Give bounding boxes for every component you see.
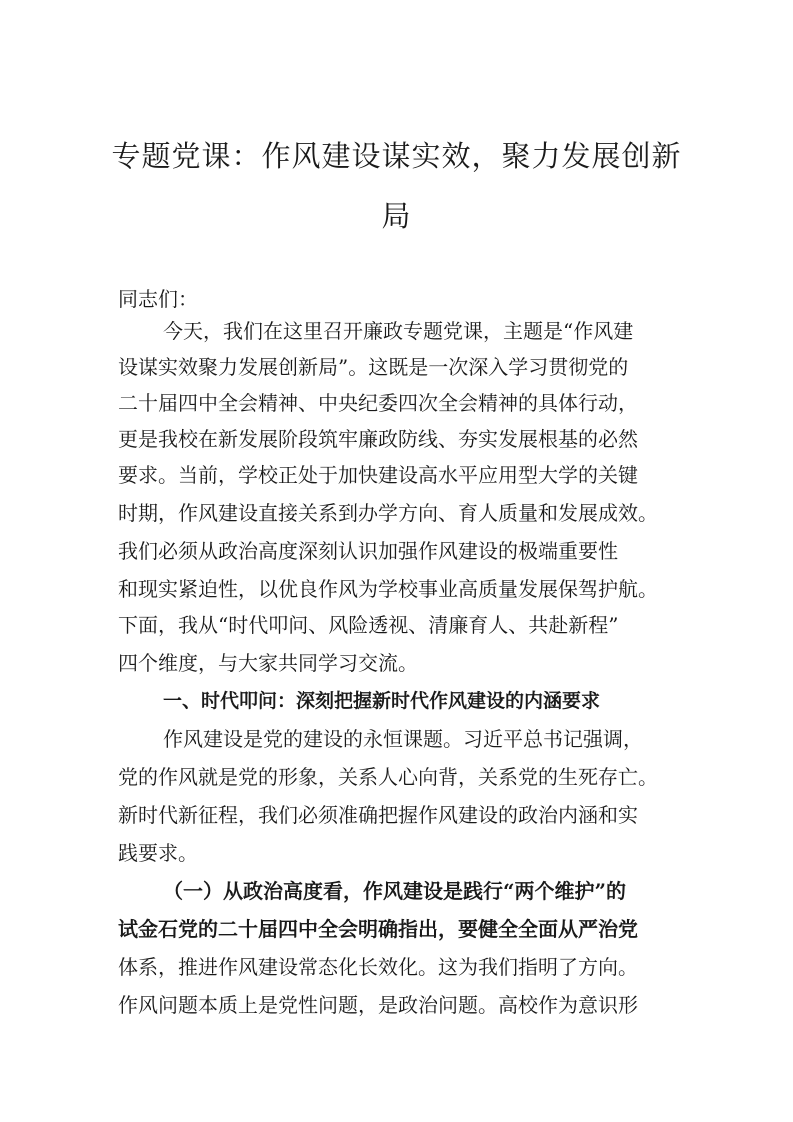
body-line: 试金石党的二十届四中全会明确指出，要健全全面从严治党 — [118, 917, 638, 941]
body-line: 四个维度，与大家共同学习交流。 — [118, 651, 418, 675]
body-line: 设谋实效聚力发展创新局”。这既是一次深入学习贯彻党的 — [118, 355, 629, 379]
salutation: 同志们： — [118, 287, 198, 311]
body-line: 和现实紧迫性，以优良作风为学校事业高质量发展保驾护航。 — [118, 577, 658, 601]
body-line: 要求。当前，学校正处于加快建设高水平应用型大学的关键 — [118, 463, 638, 487]
body-line: 我们必须从政治高度深刻认识加强作风建设的极端重要性 — [118, 539, 618, 563]
body-line: 体系，推进作风建设常态化长效化。这为我们指明了方向。 — [118, 955, 638, 979]
body-line: 二十届四中全会精神、中央纪委四次全会精神的具体行动， — [118, 391, 638, 415]
section-heading: 一、时代叩问：深刻把握新时代作风建设的内涵要求 — [163, 690, 601, 712]
body-line: 党的作风就是党的形象，关系人心向背，关系党的生死存亡。 — [118, 765, 658, 789]
body-line: 时期，作风建设直接关系到办学方向、育人质量和发展成效。 — [118, 501, 658, 525]
body-line: 作风问题本质上是党性问题，是政治问题。高校作为意识形 — [118, 993, 638, 1017]
body-line: 更是我校在新发展阶段筑牢廉政防线、夯实发展根基的必然 — [118, 427, 638, 451]
body-line: 今天，我们在这里召开廉政专题党课，主题是“作风建 — [163, 319, 634, 343]
body-line: 新时代新征程，我们必须准确把握作风建设的政治内涵和实 — [118, 803, 638, 827]
body-line: 作风建设是党的建设的永恒课题。习近平总书记强调， — [163, 727, 643, 751]
body-line: 下面，我从“时代叩问、风险透视、清廉育人、共赴新程” — [118, 613, 619, 637]
body-line: 践要求。 — [118, 841, 198, 865]
document-title: 专题党课：作风建设谋实效，聚力发展创新局 — [111, 139, 682, 233]
subsection-heading: （一）从政治高度看，作风建设是践行“两个维护”的 — [163, 879, 627, 903]
